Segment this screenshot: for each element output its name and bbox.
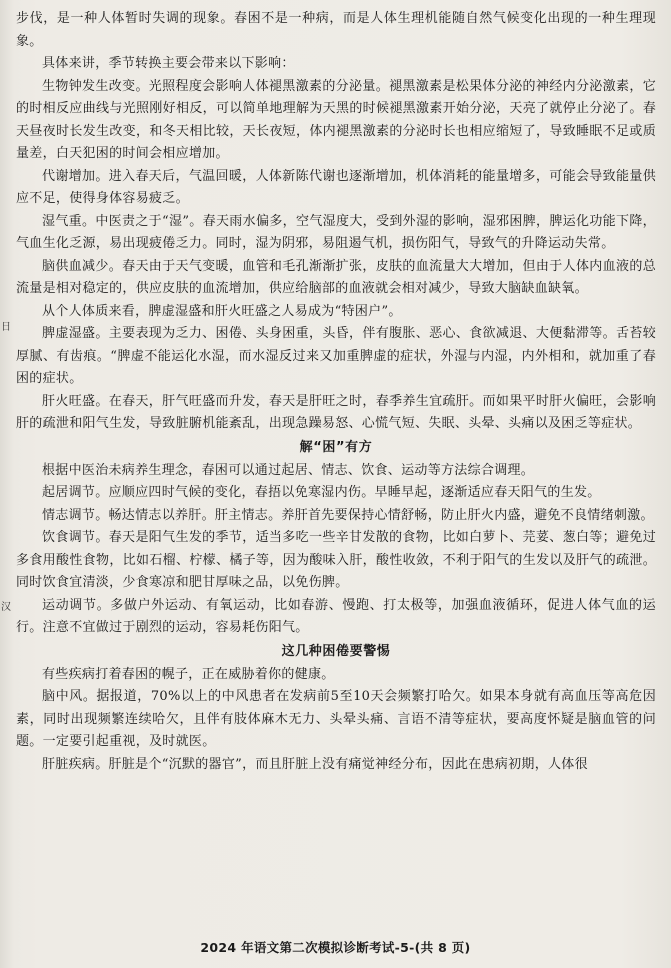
section-heading-warnings: 这几种困倦要警惕 — [281, 643, 391, 659]
paragraph-intro: 具体来讲，季节转换主要会带来以下影响： — [42, 56, 295, 71]
paragraph-liver-disease: 肝脏疾病。肝脏是个“沉默的器官”，而且肝脏上没有痛觉神经分布，因此在患病初期，人体很 — [42, 756, 588, 772]
paragraph-tcm-intro: 根据中医治未病养生理念，春困可以通过起居、情志、饮食、运动等方法综合调理。 — [42, 462, 535, 478]
paragraph-constitution: 从个人体质来看，脾虚湿盛和肝火旺盛之人易成为“特困户”。 — [42, 303, 402, 319]
paragraph-warning-intro: 有些疾病打着春困的幌子，正在威胁着你的健康。 — [42, 666, 335, 682]
paragraph-continuation: 步伐，是一种人体暂时失调的现象。春困不是一种病，而是人体生理机能随自然气候变化出现的一种生理现象。 — [16, 11, 656, 49]
binding-edge-mark: 汉 — [1, 602, 11, 613]
page-content — [16, 8, 656, 776]
paragraph-spleen: 脾虚湿盛。主要表现为乏力、困倦、头身困重，头昏，伴有腹胀、恶心、食欲减退、大便黏滞等。舌苔较厚腻、有齿痕。“脾虚不能运化水湿，而水湿反过来又加重脾虚的症状，外湿与内湿，内外相和，就加重了春困的症状。 — [16, 326, 656, 386]
page-footer: 2024 年语文第二次模拟诊断考试-5-(共 8 页) — [200, 940, 471, 955]
paragraph-brain-blood: 脑供血减少。春天由于天气变暖，血管和毛孔渐渐扩张，皮肤的血流量大大增加，但由于人体内血液的总流量是相对稳定的，供应皮肤的血流增加，供应给脑部的血液就会相对减少，导致大脑缺血缺氧。 — [16, 258, 656, 296]
paragraph-stroke: 脑中风。据报道，70%以上的中风患者在发病前5至10天会频繁打哈欠。如果本身就有高血压等高危因素，同时出现频繁连续哈欠，且伴有肢体麻木无力、头晕头痛、言语不清等症状，要高度怀疑是脑血管的问题。一定要引起重视，及时就医。 — [16, 689, 656, 749]
paragraph-daily-routine: 起居调节。应顺应四时气候的变化，春捂以免寒湿内伤。早睡早起，逐渐适应春天阳气的生发。 — [42, 485, 601, 500]
paragraph-emotion: 情志调节。畅达情志以养肝。肝主情志。养肝首先要保持心情舒畅，防止肝火内盛，避免不良情绪刺激。 — [42, 507, 654, 523]
paragraph-dampness: 湿气重。中医责之于“湿”。春天雨水偏多，空气湿度大，受到外湿的影响，湿邪困脾，脾运化功能下降，气血生化乏源，易出现疲倦乏力。同时，湿为阴邪，易阻遏气机，损伤阳气，导致气的升降运动失常。 — [16, 213, 656, 251]
paragraph-exercise: 运动调节。多做户外运动、有氧运动，比如春游、慢跑、打太极等，加强血液循环，促进人体气血的运行。注意不宜做过于剧烈的运动，容易耗伤阳气。 — [16, 597, 656, 635]
section-heading-remedies: 解“困”有方 — [299, 439, 373, 455]
paragraph-diet: 饮食调节。春天是阳气生发的季节，适当多吃一些辛甘发散的食物，比如白萝卜、芫荽、葱白等；避免过多食用酸性食物，比如石榴、柠檬、橘子等，因为酸味入肝，酸性收敛，不利于阳气的生发以及肝气的疏泄。同时饮食宜清淡，少食寒凉和肥甘厚味之品，以免伤脾。 — [16, 530, 656, 590]
paragraph-metabolism: 代谢增加。进入春天后，气温回暖，人体新陈代谢也逐渐增加，机体消耗的能量增多，可能会导致能量供应不足，使得身体容易疲乏。 — [16, 168, 656, 206]
binding-edge-mark: 日 — [1, 322, 11, 333]
paragraph-liver-fire: 肝火旺盛。在春天，肝气旺盛而升发，春天是肝旺之时，春季养生宜疏肝。而如果平时肝火偏旺，会影响肝的疏泄和阳气生发，导致脏腑机能紊乱，出现急躁易怒、心慌气短、失眠、头晕、头痛以及困乏等症状。 — [16, 393, 656, 431]
paragraph-biological-clock: 生物钟发生改变。光照程度会影响人体褪黑激素的分泌量。褪黑激素是松果体分泌的神经内分泌激素，它的时相反应曲线与光照刚好相反，可以简单地理解为天黑的时候褪黑激素开始分泌，天亮了就停止分泌了。春天昼夜时长发生改变，和冬天相比较，天长夜短，体内褪黑激素的分泌时长也相应缩短了，导致睡眠不足或质量差，白天犯困的时间会相应增加。 — [16, 78, 656, 161]
